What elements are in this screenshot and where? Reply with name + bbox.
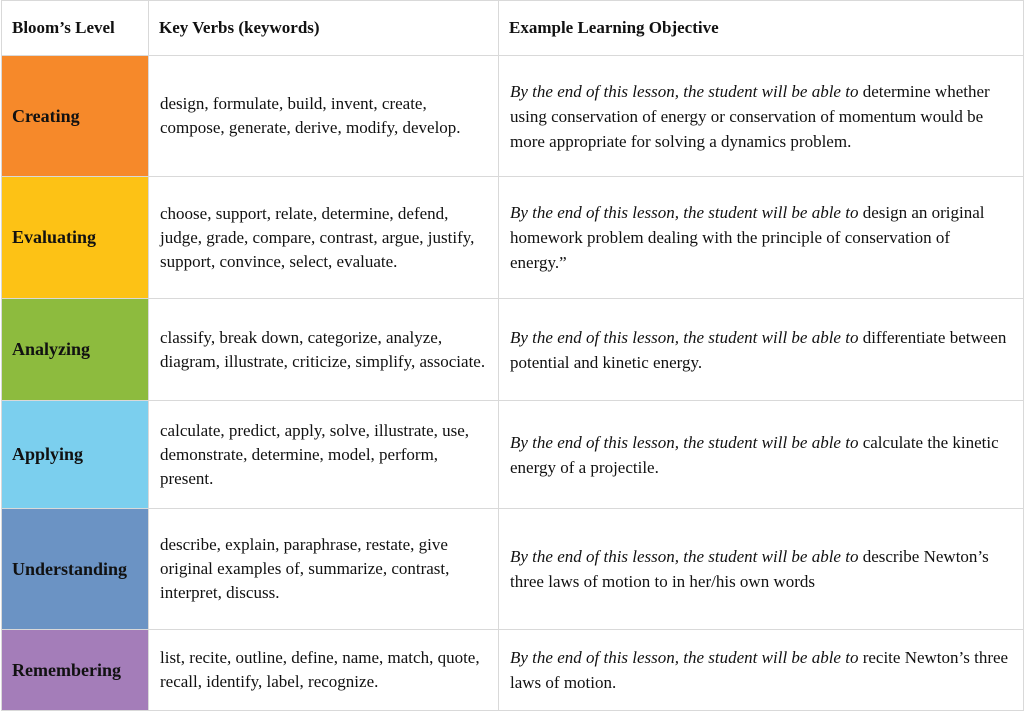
objective-prefix: By the end of this lesson, the student will be able to <box>510 203 859 222</box>
table-row <box>2 56 1024 177</box>
objective-text: describe Newton’s three laws of motion to in her/his own words <box>510 547 989 591</box>
table-row <box>2 177 1024 299</box>
objective-cell <box>499 56 1024 177</box>
blooms-taxonomy-table <box>1 0 1024 711</box>
table-row <box>2 630 1024 711</box>
objective-prefix: By the end of this lesson, the student will be able to <box>510 547 859 566</box>
level-cell: Remembering <box>2 630 149 711</box>
verbs-cell: calculate, predict, apply, solve, illustrate, use, demonstrate, determine, model, perform, present. <box>149 401 499 509</box>
objective-cell <box>499 177 1024 299</box>
objective-prefix: By the end of this lesson, the student will be able to <box>510 648 859 667</box>
header-verbs: Key Verbs (keywords) <box>149 1 499 56</box>
objective-text: determine whether using conservation of energy or conservation of momentum would be more appropriate for solving a dynamics problem. <box>510 81 990 151</box>
header-level: Bloom’s Level <box>2 1 149 56</box>
table-row <box>2 299 1024 401</box>
level-cell: Analyzing <box>2 299 149 401</box>
level-cell: Applying <box>2 401 149 509</box>
level-cell: Evaluating <box>2 177 149 299</box>
header-row <box>2 1 1024 56</box>
verbs-cell: classify, break down, categorize, analyze, diagram, illustrate, criticize, simplify, associate. <box>149 299 499 401</box>
level-cell: Creating <box>2 56 149 177</box>
objective-prefix: By the end of this lesson, the student will be able to <box>510 432 859 452</box>
verbs-cell: choose, support, relate, determine, defend, judge, grade, compare, contrast, argue, justify, support, convince, select, evaluate. <box>149 177 499 299</box>
objective-prefix: By the end of this lesson, the student will be able to <box>510 81 859 101</box>
table-row <box>2 509 1024 630</box>
objective-prefix: By the end of this lesson, the student will be able to <box>510 327 859 347</box>
objective-cell <box>499 509 1024 630</box>
objective-cell <box>499 630 1024 711</box>
verbs-cell: list, recite, outline, define, name, match, quote, recall, identify, label, recognize. <box>149 630 499 711</box>
verbs-cell: describe, explain, paraphrase, restate, give original examples of, summarize, contrast, interpret, discuss. <box>149 509 499 630</box>
table-row <box>2 401 1024 509</box>
verbs-cell: design, formulate, build, invent, create, compose, generate, derive, modify, develop. <box>149 56 499 177</box>
objective-cell <box>499 299 1024 401</box>
level-cell: Understanding <box>2 509 149 630</box>
header-objective: Example Learning Objective <box>499 1 1024 56</box>
objective-text: recite Newton’s three laws of motion. <box>510 648 1009 692</box>
objective-text: differentiate between potential and kinetic energy. <box>510 327 1007 372</box>
objective-text: design an original homework problem dealing with the principle of conservation of energy.” <box>510 203 985 272</box>
objective-text: calculate the kinetic energy of a projectile. <box>510 432 999 477</box>
objective-cell <box>499 401 1024 509</box>
